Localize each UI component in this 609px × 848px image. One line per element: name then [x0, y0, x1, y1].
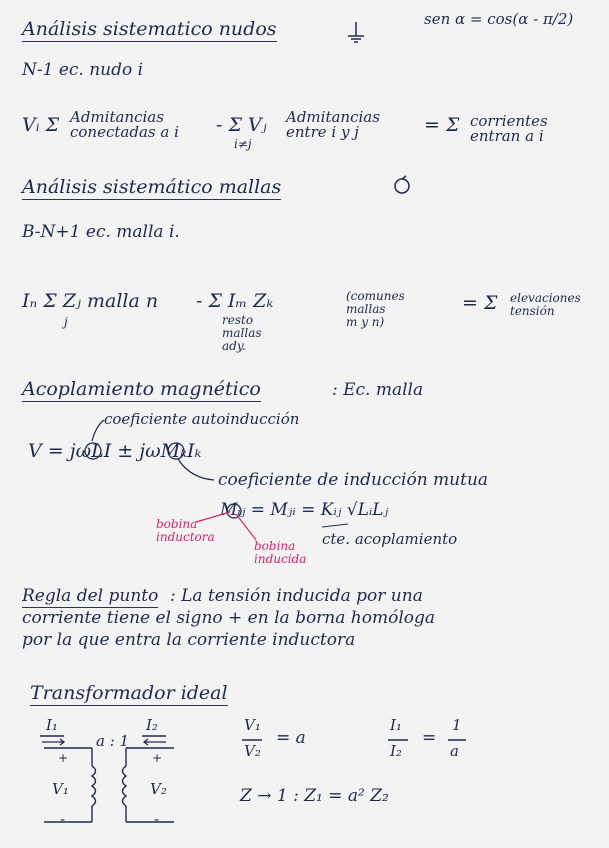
coupling-title-suffix: : Ec. malla [332, 380, 424, 400]
transformer-v1: V₁ [52, 780, 69, 798]
transformer-plus-left: + [58, 751, 69, 765]
mesh-circulation-icon [395, 176, 409, 193]
transformer-i-rhs-num: 1 [452, 716, 462, 734]
section-title-nodes: Análisis sistematico nudos [22, 18, 277, 40]
node-adm-connected-line2: conectadas a i [70, 123, 179, 141]
node-eq-sum: = Σ [424, 114, 460, 136]
mesh-rises-line2: tensión [510, 304, 555, 318]
current-arrows [42, 739, 166, 745]
node-equation-count: N-1 ec. nudo i [22, 60, 144, 80]
coupling-inductor-line2: inductora [156, 530, 215, 544]
fraction-bars [40, 736, 466, 740]
mesh-minus-sum: - Σ Iₘ Zₖ [196, 290, 274, 312]
transformer-i2: I₂ [146, 716, 158, 734]
transformer-i1: I₁ [46, 716, 58, 734]
mesh-sub-rest-line2: mallas [222, 326, 262, 340]
transformer-v-eq: = a [276, 728, 306, 748]
mesh-common-line1: (comunes [346, 289, 405, 303]
coupling-self-label: coeficiente autoinducción [104, 410, 300, 428]
mesh-common-line3: m y n) [346, 315, 385, 329]
coefficient-pointers [92, 420, 214, 480]
node-adm-connected-line1: Admitancias [70, 108, 164, 126]
transformer-i-den: I₂ [390, 742, 402, 760]
transformer-plus-right: + [152, 751, 163, 765]
mesh-sub-rest-line1: resto [222, 313, 254, 327]
node-currents-line2: entran a i [470, 127, 544, 145]
coupling-induced-line1: bobina [254, 539, 296, 553]
coupling-constant-underline [322, 524, 348, 527]
section-title-dot-rule: Regla del punto [22, 586, 159, 606]
dot-rule-line3: por la que entra la corriente inductora [22, 630, 356, 650]
transformer-i-eq: = [422, 728, 437, 748]
mesh-common-line2: mallas [346, 302, 386, 316]
transformer-i-num: I₁ [390, 716, 402, 734]
mesh-rises-line1: elevaciones [510, 291, 581, 305]
mesh-lhs: Iₙ Σ Zⱼ malla n [22, 290, 159, 312]
transformer-v2: V₂ [150, 780, 167, 798]
dot-rule-line1: : La tensión inducida por una [170, 586, 423, 606]
mesh-sub-j: j [64, 315, 68, 329]
coupling-mij: Mᵢⱼ = Mⱼᵢ = Kᵢⱼ √LᵢLⱼ [220, 500, 389, 520]
transformer-impedance: Z → 1 : Z₁ = a² Z₂ [240, 786, 389, 806]
mesh-eq-sum: = Σ [462, 292, 498, 314]
section-title-transformer: Transformador ideal [30, 682, 228, 704]
coupling-inductor-line1: bobina [156, 517, 198, 531]
transformer-minus-right: - [154, 810, 160, 828]
dot-rule-line2: corriente tiene el signo + en la borna homóloga [22, 608, 436, 628]
coupling-induced-line2: inducida [254, 552, 307, 566]
section-title-meshes: Análisis sistemático mallas [22, 176, 282, 198]
node-minus-sum-vj: - Σ Vⱼ [216, 114, 267, 136]
mesh-sub-rest-line3: ady. [222, 339, 246, 353]
node-adm-between-line1: Admitancias [286, 108, 380, 126]
node-adm-between-line2: entre i y j [286, 123, 359, 141]
transformer-ratio: a : 1 [96, 732, 130, 750]
node-vi-sum: Vᵢ Σ [22, 114, 60, 136]
coupling-circles [85, 443, 241, 518]
coupling-mutual-label: coeficiente de inducción mutua [218, 470, 489, 490]
section-title-coupling: Acoplamiento magnético [22, 378, 261, 400]
node-currents-line1: corrientes [470, 112, 548, 130]
mesh-equation-count: B-N+1 ec. malla i. [22, 222, 180, 242]
ground-icon [348, 22, 364, 42]
transformer-v-den: V₂ [244, 742, 261, 760]
transformer-i-rhs-den: a [450, 742, 459, 760]
coupling-equation: V = jωLI ± jωMₖIₖ [28, 440, 202, 462]
transformer-v-num: V₁ [244, 716, 261, 734]
trig-formula: sen α = cos(α - π/2) [424, 10, 574, 28]
transformer-schematic [44, 748, 174, 822]
inductor-pointers [196, 512, 256, 540]
transformer-minus-left: - [60, 810, 66, 828]
coupling-constant-label: cte. acoplamiento [322, 530, 458, 548]
node-sub-ij: i≠j [234, 137, 252, 151]
